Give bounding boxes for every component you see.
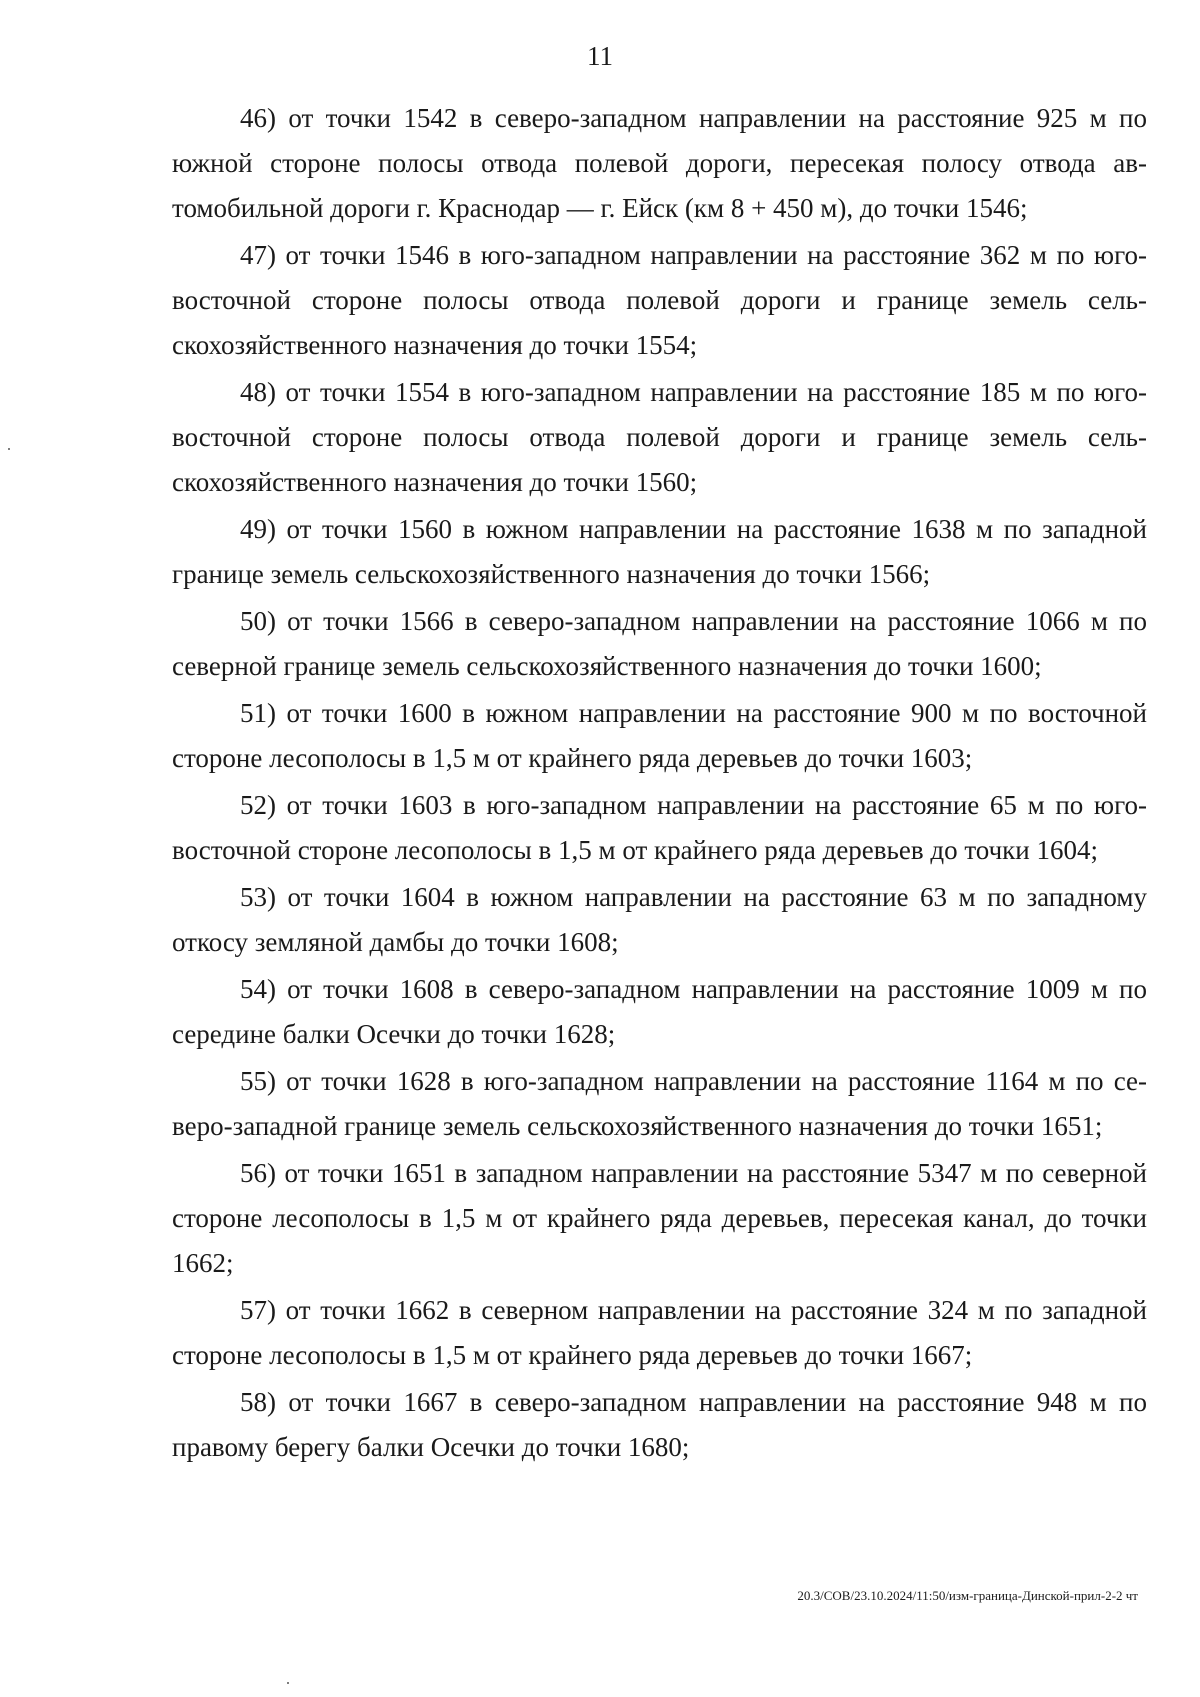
clause-58: 58) от точки 1667 в северо-западном направлении на расстояние 948 м по правому берегу балки Осечки до точки 1680; (172, 1387, 1147, 1462)
clause-56: 56) от точки 1651 в западном направлении на расстояние 5347 м по северной стороне лесополосы в 1,5 м от крайнего ряда деревьев, пересекая канал, до точки 1662; (172, 1158, 1147, 1278)
clause-46: 46) от точки 1542 в северо-западном направлении на расстояние 925 м по южной стороне полосы отвода полевой дороги, пересекая полосу отвода автомобильной дороги г. Краснодар — г. Ейск (км 8 + 450 м), до точки 1546; (172, 103, 1147, 223)
page-number: 11 (587, 41, 613, 71)
document-body (172, 96, 1147, 1472)
clause-48: 48) от точки 1554 в юго-западном направлении на расстояние 185 м по юго-восточной стороне полосы отвода полевой дороги и границе земель сельскохозяйственного назначения до точки 1560; (172, 377, 1147, 497)
clause-52: 52) от точки 1603 в юго-западном направлении на расстояние 65 м по юго-восточной стороне лесополосы в 1,5 м от крайнего ряда деревьев до точки 1604; (172, 790, 1147, 865)
clause-47: 47) от точки 1546 в юго-западном направлении на расстояние 362 м по юго-восточной стороне полосы отвода полевой дороги и границе земель сельскохозяйственного назначения до точки 1554; (172, 240, 1147, 360)
scan-speck (287, 1682, 289, 1684)
clause-50: 50) от точки 1566 в северо-западном направлении на расстояние 1066 м по северной границе земель сельскохозяйственного назначения до точки 1600; (172, 606, 1147, 681)
document-footer-code: 20.3/СОВ/23.10.2024/11:50/изм-граница-Динской-прил-2-2 чт (797, 1588, 1138, 1603)
clause-57: 57) от точки 1662 в северном направлении на расстояние 324 м по западной стороне лесополосы в 1,5 м от крайнего ряда деревьев до точки 1667; (172, 1295, 1147, 1370)
clause-53: 53) от точки 1604 в южном направлении на расстояние 63 м по западному откосу земляной дамбы до точки 1608; (172, 882, 1147, 957)
clause-55: 55) от точки 1628 в юго-западном направлении на расстояние 1164 м по северо-западной границе земель сельскохозяйственного назначения до точки 1651; (172, 1066, 1147, 1141)
scan-speck (8, 448, 10, 450)
clause-51: 51) от точки 1600 в южном направлении на расстояние 900 м по восточной стороне лесополосы в 1,5 м от крайнего ряда деревьев до точки 1603; (172, 698, 1147, 773)
clause-49: 49) от точки 1560 в южном направлении на расстояние 1638 м по западной границе земель сельскохозяйственного назначения до точки 1566; (172, 514, 1147, 589)
clause-54: 54) от точки 1608 в северо-западном направлении на расстояние 1009 м по середине балки Осечки до точки 1628; (172, 974, 1147, 1049)
